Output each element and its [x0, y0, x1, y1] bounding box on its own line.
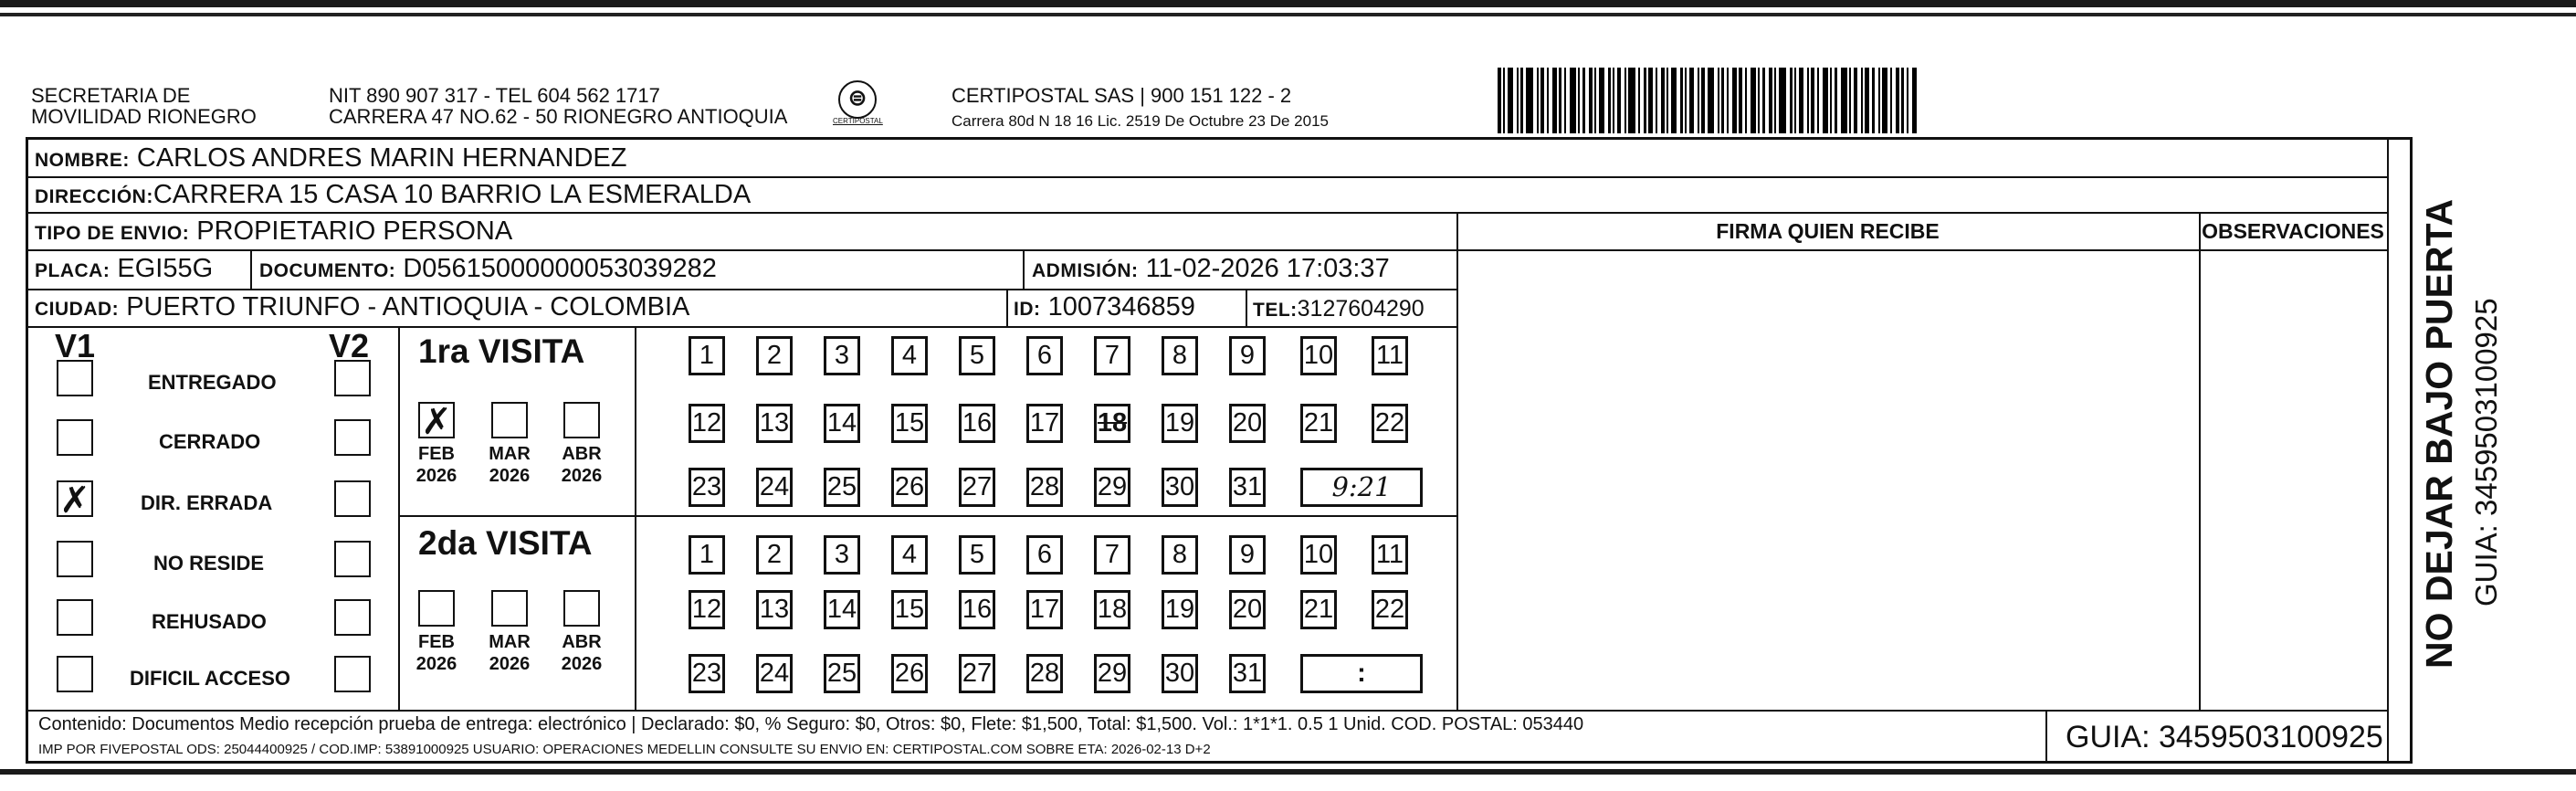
- status-v2-checkbox[interactable]: [334, 541, 371, 577]
- barcode-bar: [1823, 68, 1828, 133]
- barcode-bar: [1617, 68, 1621, 133]
- barcode-bar: [1872, 68, 1875, 133]
- second-day-box[interactable]: 13: [756, 590, 793, 629]
- first-day-box[interactable]: 18: [1094, 404, 1130, 443]
- sender-line2: MOVILIDAD RIONEGRO: [31, 105, 257, 128]
- first-day-box[interactable]: 6: [1026, 336, 1063, 375]
- status-v2-checkbox[interactable]: [334, 419, 371, 456]
- second-day-box[interactable]: 9: [1229, 535, 1266, 575]
- second-day-box[interactable]: 16: [959, 590, 995, 629]
- barcode-bar: [1830, 68, 1832, 133]
- barcode-bar: [1578, 68, 1580, 133]
- barcode-bar: [1811, 68, 1814, 133]
- barcode-bar: [1680, 68, 1683, 133]
- status-v1-checkbox[interactable]: [57, 599, 93, 636]
- placa-row: [35, 253, 213, 287]
- second-day-box[interactable]: 23: [689, 654, 725, 693]
- second-day-box[interactable]: 21: [1300, 590, 1337, 629]
- tipo-row: [35, 216, 512, 249]
- second-month-year: 2026: [489, 654, 531, 674]
- second-day-box[interactable]: 29: [1094, 654, 1130, 693]
- admision-value: 11-02-2026 17:03:37: [1145, 254, 1390, 283]
- logo-text: CERTIPOSTAL: [833, 117, 883, 125]
- row-line-1: [26, 176, 2387, 178]
- barcode-bar: [1794, 68, 1796, 133]
- id-divider: [1006, 289, 1008, 326]
- barcode-bar: [1779, 68, 1786, 133]
- second-day-box[interactable]: 31: [1229, 654, 1266, 693]
- first-day-box[interactable]: 8: [1162, 336, 1198, 375]
- barcode-bar: [1656, 68, 1657, 133]
- barcode-bar: [1901, 68, 1904, 133]
- barcode-bar: [1599, 68, 1604, 133]
- barcode-bar: [1503, 68, 1505, 133]
- barcode-bar: [1582, 68, 1585, 133]
- barcode-bar: [1882, 68, 1887, 133]
- barcode-bar: [1758, 68, 1760, 133]
- footer-guia: GUIA: 3459503100925: [2066, 720, 2383, 754]
- first-day-box[interactable]: 25: [824, 468, 860, 507]
- second-month-year: 2026: [561, 654, 603, 674]
- barcode-bar: [1861, 68, 1863, 133]
- second-day-box[interactable]: 18: [1094, 590, 1130, 629]
- barcode-bar: [1896, 68, 1899, 133]
- status-v2-checkbox[interactable]: [334, 360, 371, 396]
- barcode-bar: [1774, 68, 1776, 133]
- signature-divider: [1456, 212, 1458, 710]
- first-day-box[interactable]: 31: [1229, 468, 1266, 507]
- barcode-bar: [1807, 68, 1809, 133]
- barcode-bar: [1727, 68, 1729, 133]
- frame-right-edge: [2387, 137, 2389, 764]
- barcode-bar: [1498, 68, 1501, 133]
- second-month-label: FEB: [418, 632, 455, 652]
- barcode-bar: [1559, 68, 1561, 133]
- first-day-box[interactable]: 11: [1372, 336, 1408, 375]
- tipo-value: PROPIETARIO PERSONA: [196, 216, 513, 246]
- barcode-bar: [1540, 68, 1544, 133]
- first-month-checkbox[interactable]: [491, 402, 528, 438]
- second-day-box[interactable]: 3: [824, 535, 860, 575]
- nombre-label: NOMBRE:: [35, 150, 130, 171]
- barcode-bar: [1890, 68, 1892, 133]
- observations-divider: [2199, 212, 2201, 710]
- barcode-bar: [1547, 68, 1549, 133]
- visit-separator: [398, 515, 1456, 517]
- second-time-box[interactable]: :: [1300, 654, 1423, 693]
- barcode-bar: [1790, 68, 1793, 133]
- second-day-box[interactable]: 14: [824, 590, 860, 629]
- barcode-bar: [1589, 68, 1593, 133]
- status-v2-checkbox[interactable]: [334, 599, 371, 636]
- status-v1-checkbox[interactable]: [57, 541, 93, 577]
- status-divider: [398, 326, 400, 710]
- first-day-box[interactable]: 22: [1372, 404, 1408, 443]
- barcode-bar: [1564, 68, 1566, 133]
- first-day-box[interactable]: 5: [959, 336, 995, 375]
- first-month-label: MAR: [489, 444, 531, 464]
- second-visit-title: 2da VISITA: [418, 524, 593, 562]
- first-month-checkbox[interactable]: [563, 402, 600, 438]
- placa-value: EGI55G: [117, 254, 214, 283]
- first-day-box[interactable]: 19: [1162, 404, 1198, 443]
- status-label: NO RESIDE: [153, 552, 265, 575]
- barcode-bar: [1769, 68, 1772, 133]
- first-day-box[interactable]: 15: [891, 404, 928, 443]
- documento-row: [259, 253, 717, 287]
- barcode-bar: [1708, 68, 1714, 133]
- carrier-name: CERTIPOSTAL SAS | 900 151 122 - 2: [952, 84, 1292, 107]
- id-value: 1007346859: [1047, 292, 1195, 322]
- first-day-box[interactable]: 30: [1162, 468, 1198, 507]
- first-time-box[interactable]: 9:21: [1300, 468, 1423, 507]
- first-month-year: 2026: [561, 466, 603, 486]
- first-day-box[interactable]: 27: [959, 468, 995, 507]
- barcode-bar: [1718, 68, 1719, 133]
- status-v1-checkbox[interactable]: [57, 656, 93, 692]
- direccion-value: CARRERA 15 CASA 10 BARRIO LA ESMERALDA: [152, 180, 752, 209]
- documento-value: D05615000000053039282: [403, 254, 717, 283]
- barcode-bar: [1517, 68, 1519, 133]
- first-visit-title: 1ra VISITA: [418, 332, 585, 370]
- barcode-bar: [1689, 68, 1694, 133]
- first-day-box[interactable]: 16: [959, 404, 995, 443]
- first-day-box[interactable]: 24: [756, 468, 793, 507]
- first-day-box[interactable]: 14: [824, 404, 860, 443]
- barcode-bar: [1552, 68, 1557, 133]
- second-day-box[interactable]: 22: [1372, 590, 1408, 629]
- second-day-box[interactable]: 6: [1026, 535, 1063, 575]
- second-month-checkbox[interactable]: [563, 590, 600, 627]
- direccion-row: [35, 179, 751, 213]
- first-day-box[interactable]: 1: [689, 336, 725, 375]
- second-month-checkbox[interactable]: [418, 590, 455, 627]
- v1-heading: V1: [55, 327, 96, 364]
- documento-label: DOCUMENTO:: [259, 260, 396, 281]
- second-day-box[interactable]: 1: [689, 535, 725, 575]
- barcode-bar: [1865, 68, 1869, 133]
- barcode-bar: [1841, 68, 1847, 133]
- first-day-box[interactable]: 13: [756, 404, 793, 443]
- barcode-bar: [1745, 68, 1747, 133]
- first-day-box[interactable]: 3: [824, 336, 860, 375]
- second-day-box[interactable]: 30: [1162, 654, 1198, 693]
- footer-content: Contenido: Documentos Medio recepción prueba de entrega: electrónico | Declarado: $0, % Seguro: $0, Otros: $0, Flete: $1,500, Total: $1,500. Vol.: 1*1*1. 0.5 1 Unid. COD. POSTAL: 053440: [38, 714, 1584, 734]
- v2-heading: V2: [329, 327, 370, 364]
- second-day-box[interactable]: 28: [1026, 654, 1063, 693]
- row-line-5: [26, 326, 1456, 328]
- status-label: REHUSADO: [152, 610, 267, 633]
- barcode-bar: [1907, 68, 1908, 133]
- barcode-bar: [1628, 68, 1635, 133]
- first-day-box[interactable]: 9: [1229, 336, 1266, 375]
- first-day-box[interactable]: 26: [891, 468, 928, 507]
- barcode-bar: [1835, 68, 1837, 133]
- barcode-bar: [1667, 68, 1668, 133]
- sender-line1: SECRETARIA DE: [31, 84, 191, 107]
- direccion-label: DIRECCIÓN:: [35, 186, 153, 207]
- second-month-label: MAR: [489, 632, 531, 652]
- second-day-box[interactable]: 2: [756, 535, 793, 575]
- barcode-bar: [1648, 68, 1653, 133]
- status-v2-checkbox[interactable]: [334, 480, 371, 517]
- ciudad-label: CIUDAD:: [35, 299, 120, 320]
- barcode-bar: [1849, 68, 1851, 133]
- barcode-bar: [1671, 68, 1677, 133]
- barcode-bar: [1520, 68, 1523, 133]
- tel-label: TEL:: [1253, 300, 1298, 321]
- second-day-box[interactable]: 4: [891, 535, 928, 575]
- second-day-box[interactable]: 5: [959, 535, 995, 575]
- barcode-bar: [1613, 68, 1614, 133]
- barcode-bar: [1661, 68, 1665, 133]
- barcode-bar: [1570, 68, 1576, 133]
- barcode-bar: [1762, 68, 1765, 133]
- barcode-bar: [1594, 68, 1596, 133]
- first-day-box[interactable]: 23: [689, 468, 725, 507]
- placa-divider: [250, 249, 252, 289]
- admision-row: [1032, 253, 1390, 287]
- barcode-bar: [1721, 68, 1724, 133]
- row-line-3: [26, 249, 2387, 251]
- ciudad-value: PUERTO TRIUNFO - ANTIOQUIA - COLOMBIA: [126, 292, 690, 322]
- first-day-box[interactable]: 10: [1300, 336, 1337, 375]
- bottom-border: [0, 769, 2576, 775]
- nit-line: NIT 890 907 317 - TEL 604 562 1717: [329, 84, 660, 107]
- first-month-checkbox[interactable]: ✗: [418, 402, 455, 438]
- barcode-bar: [1878, 68, 1880, 133]
- footer-imp: IMP POR FIVEPOSTAL ODS: 25044400925 / COD.IMP: 53891000925 USUARIO: OPERACIONES MEDELLIN CONSULTE SU ENVIO EN: CERTIPOSTAL.COM SOBRE ETA: 2026-02-13 D+2: [38, 742, 1211, 757]
- second-day-box[interactable]: 19: [1162, 590, 1198, 629]
- second-day-box[interactable]: 8: [1162, 535, 1198, 575]
- barcode-bar: [1644, 68, 1646, 133]
- second-day-box[interactable]: 24: [756, 654, 793, 693]
- second-day-box[interactable]: 12: [689, 590, 725, 629]
- tipo-label: TIPO DE ENVIO:: [35, 223, 190, 244]
- status-v2-checkbox[interactable]: [334, 656, 371, 692]
- top-border: [0, 0, 2576, 7]
- status-label: DIFICIL ACCESO: [130, 667, 291, 690]
- barcode-bar: [1508, 68, 1513, 133]
- status-v1-checkbox[interactable]: ✗: [57, 480, 93, 517]
- barcode-bar: [1751, 68, 1756, 133]
- second-day-box[interactable]: 20: [1229, 590, 1266, 629]
- first-day-box[interactable]: 4: [891, 336, 928, 375]
- nombre-row: [35, 142, 626, 176]
- second-day-box[interactable]: 7: [1094, 535, 1130, 575]
- second-day-box[interactable]: 17: [1026, 590, 1063, 629]
- id-label: ID:: [1014, 299, 1041, 320]
- status-v1-checkbox[interactable]: [57, 419, 93, 456]
- firma-heading: FIRMA QUIEN RECIBE: [1716, 219, 1940, 243]
- admision-label: ADMISIÓN:: [1032, 260, 1139, 281]
- months-divider: [635, 326, 636, 710]
- barcode-bar: [1685, 68, 1687, 133]
- tel-divider: [1246, 289, 1247, 326]
- status-label: DIR. ERRADA: [141, 491, 273, 514]
- barcode-bar: [1799, 68, 1803, 133]
- second-day-box[interactable]: 10: [1300, 535, 1337, 575]
- status-v1-checkbox[interactable]: [57, 360, 93, 396]
- nombre-value: CARLOS ANDRES MARIN HERNANDEZ: [136, 143, 627, 173]
- side-warning: NO DEJAR BAJO PUERTA: [2418, 198, 2460, 669]
- second-month-year: 2026: [415, 654, 457, 674]
- second-month-checkbox[interactable]: [491, 590, 528, 627]
- carrier-logo-icon: ⊜: [838, 80, 877, 119]
- first-month-year: 2026: [489, 466, 531, 486]
- first-day-box[interactable]: 28: [1026, 468, 1063, 507]
- barcode-bar: [1608, 68, 1611, 133]
- address-line: CARRERA 47 NO.62 - 50 RIONEGRO ANTIOQUIA: [329, 105, 788, 128]
- barcode-bar: [1732, 68, 1737, 133]
- second-day-box[interactable]: 26: [891, 654, 928, 693]
- first-month-year: 2026: [415, 466, 457, 486]
- top-border-inner: [0, 13, 2576, 16]
- first-day-box[interactable]: 7: [1094, 336, 1130, 375]
- barcode: [1498, 68, 2228, 133]
- admision-divider: [1023, 249, 1025, 289]
- barcode-bar: [1537, 68, 1539, 133]
- barcode-bar: [1624, 68, 1626, 133]
- first-day-box[interactable]: 17: [1026, 404, 1063, 443]
- first-month-label: FEB: [418, 444, 455, 464]
- second-day-box[interactable]: 11: [1372, 535, 1408, 575]
- first-month-label: ABR: [562, 444, 602, 464]
- tel-value: 3127604290: [1297, 296, 1425, 322]
- footer-line: [26, 710, 2387, 712]
- barcode-bar: [1854, 68, 1857, 133]
- first-day-box[interactable]: 29: [1094, 468, 1130, 507]
- ciudad-row: [35, 291, 689, 325]
- observaciones-heading: OBSERVACIONES: [2202, 219, 2384, 243]
- placa-label: PLACA:: [35, 260, 110, 281]
- status-label: CERRADO: [159, 430, 261, 453]
- first-day-box[interactable]: 2: [756, 336, 793, 375]
- barcode-bar: [1912, 68, 1917, 133]
- first-day-box[interactable]: 12: [689, 404, 725, 443]
- first-day-box[interactable]: 20: [1229, 404, 1266, 443]
- second-day-box[interactable]: 15: [891, 590, 928, 629]
- barcode-bar: [1638, 68, 1640, 133]
- second-day-box[interactable]: 27: [959, 654, 995, 693]
- side-guia: GUIA: 3459503100925: [2469, 298, 2503, 606]
- second-month-label: ABR: [562, 632, 602, 652]
- barcode-bar: [1526, 68, 1533, 133]
- barcode-bar: [1701, 68, 1705, 133]
- tel-row: [1253, 293, 1425, 326]
- barcode-bar: [1739, 68, 1742, 133]
- id-row: [1014, 291, 1195, 325]
- first-day-box[interactable]: 21: [1300, 404, 1337, 443]
- barcode-bar: [1698, 68, 1699, 133]
- footer-guia-divider: [2045, 710, 2047, 764]
- carrier-license: Carrera 80d N 18 16 Lic. 2519 De Octubre 23 De 2015: [952, 112, 1329, 130]
- second-day-box[interactable]: 25: [824, 654, 860, 693]
- barcode-bar: [1817, 68, 1819, 133]
- row-line-4: [26, 289, 1456, 290]
- status-label: ENTREGADO: [148, 371, 277, 394]
